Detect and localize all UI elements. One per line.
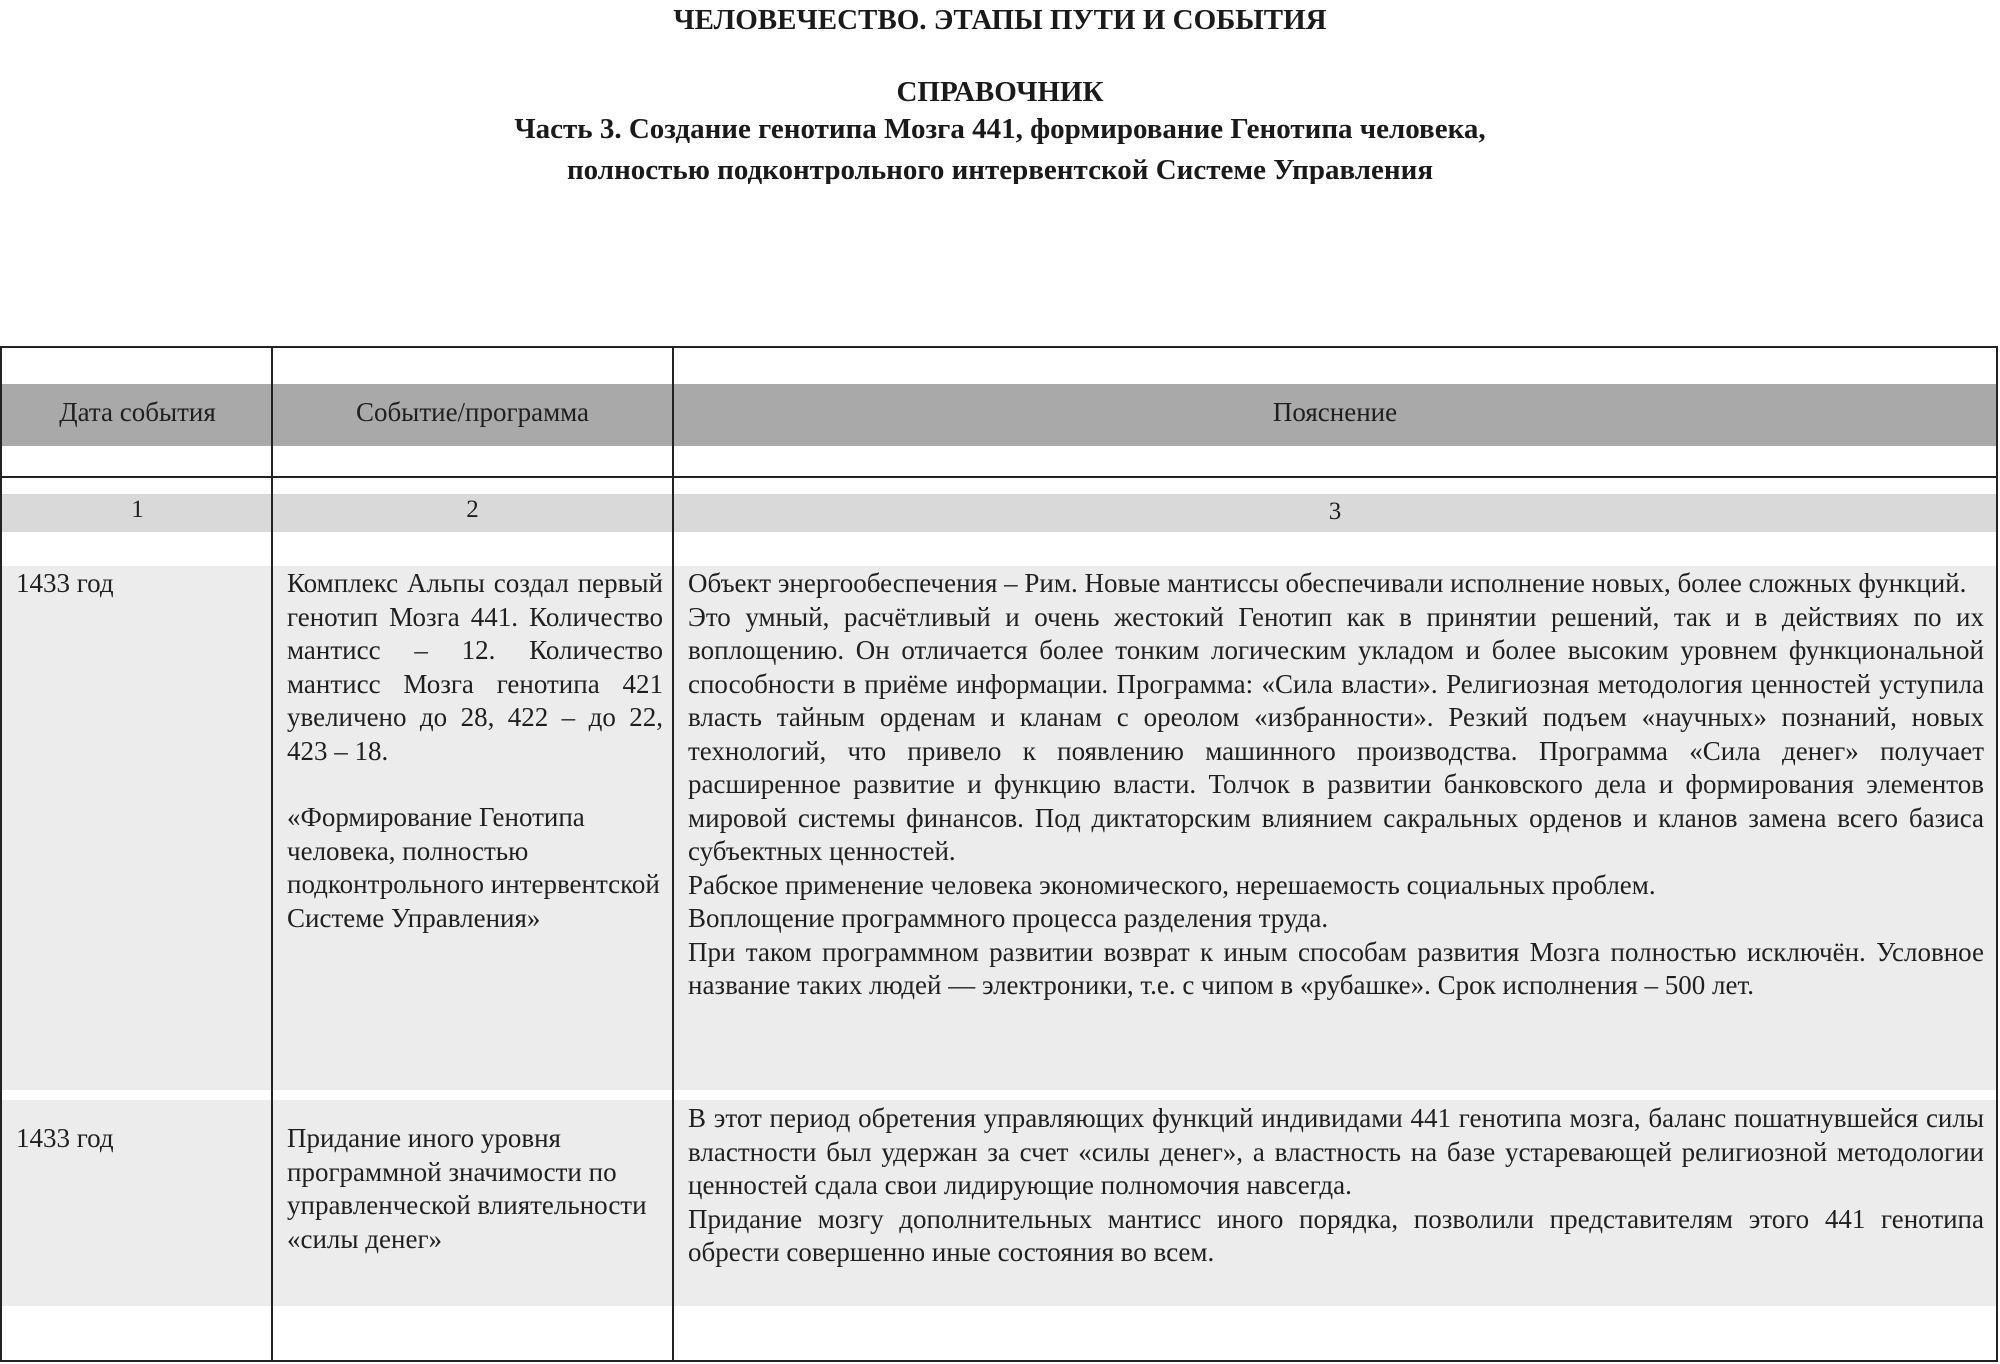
- row-1-explanation-paragraph: При таком программном развитии возврат к иным способам развития Мозга полностью исключён. Условное название таких людей — электроники, т.е. с чипом в «рубашке». Срок исполнения – 500 лет.: [688, 936, 1984, 1000]
- row-2-explanation: [688, 1102, 1984, 1270]
- header-divider: [2, 476, 1996, 478]
- row-1-explanation: [688, 567, 1984, 1003]
- main-title: ЧЕЛОВЕЧЕСТВО. ЭТАПЫ ПУТИ И СОБЫТИЯ: [673, 4, 1327, 36]
- row-1-explanation-paragraph: Рабское применение человека экономического, нерешаемость социальных проблем.: [688, 869, 1656, 900]
- row-1-explanation-paragraph: Объект энергообеспечения – Рим. Новые мантиссы обеспечивали исполнение новых, более сложных функций.: [688, 568, 1967, 598]
- column-header-explanation: Пояснение: [1272, 397, 1398, 427]
- part-title-line-2: полностью подконтрольного интервентской Системе Управления: [566, 154, 1434, 184]
- row-2-event: Придание иного уровня программной значимости по управленческой влиятельности «силы денег»: [287, 1123, 647, 1254]
- row-1-event-program: «Формирование Генотипа человека, полностью подконтрольного интервентской Системе Управления»: [287, 802, 660, 933]
- row-1-event-text: Комплекс Альпы создал первый генотип Мозга 441. Количество мантисс – 12. Количество мантисс Мозга генотипа 421 увеличено до 28, 422 – до 22, 423 – 18.: [287, 568, 663, 766]
- row-2-explanation-paragraph: Придание мозгу дополнительных мантисс иного порядка, позволили представителям этого 441 генотипа обрести совершенно иные состояния во всем.: [688, 1203, 1984, 1267]
- column-number-2: 2: [466, 496, 479, 523]
- column-number-1: 1: [131, 496, 144, 523]
- column-header-date: Дата события: [59, 397, 216, 427]
- column-header-event: Событие/программа: [355, 397, 590, 427]
- events-table: [0, 346, 1998, 1362]
- row-1-explanation-paragraph: Это умный, расчётливый и очень жестокий Генотип как в принятии решений, так и в действиях по их воплощению. Он отличается более тонким логическим укладом и более высоким уровнем функциональной способности в приёме информации. Программа: «Сила власти». Религиозная методология ценностей уступила власть тайным орденам и кланам с ореолом «избранности». Резкий подъем «научных» познаний, новых технологий, что привело к появлению машинного производства. Программа «Сила денег» получает расширенное развитие и функцию власти. Толчок в развитии банковского дела и формирования элементов мировой системы финансов. Под диктаторским влиянием сакральных орденов и кланов замена всего базиса субъектных ценностей.: [688, 601, 1984, 866]
- row-1-explanation-paragraph: Воплощение программного процесса разделения труда.: [688, 903, 1329, 933]
- row-2-date: 1433 год: [16, 1123, 114, 1153]
- row-1-event: [287, 567, 663, 935]
- row-1-date: 1433 год: [16, 568, 114, 598]
- column-number-3: 3: [1328, 498, 1342, 525]
- row-2-explanation-paragraph: В этот период обретения управляющих функций индивидами 441 генотипа мозга, баланс пошатнувшейся силы властности был удержан за счет «силы денег», а властность на базе устаревающей религиозной методологии ценностей сдала свои лидирующие полномочия навсегда.: [688, 1103, 1984, 1200]
- subtitle: СПРАВОЧНИК: [896, 76, 1104, 108]
- part-title-line-1: Часть 3. Создание генотипа Мозга 441, формирование Генотипа человека,: [514, 113, 1486, 145]
